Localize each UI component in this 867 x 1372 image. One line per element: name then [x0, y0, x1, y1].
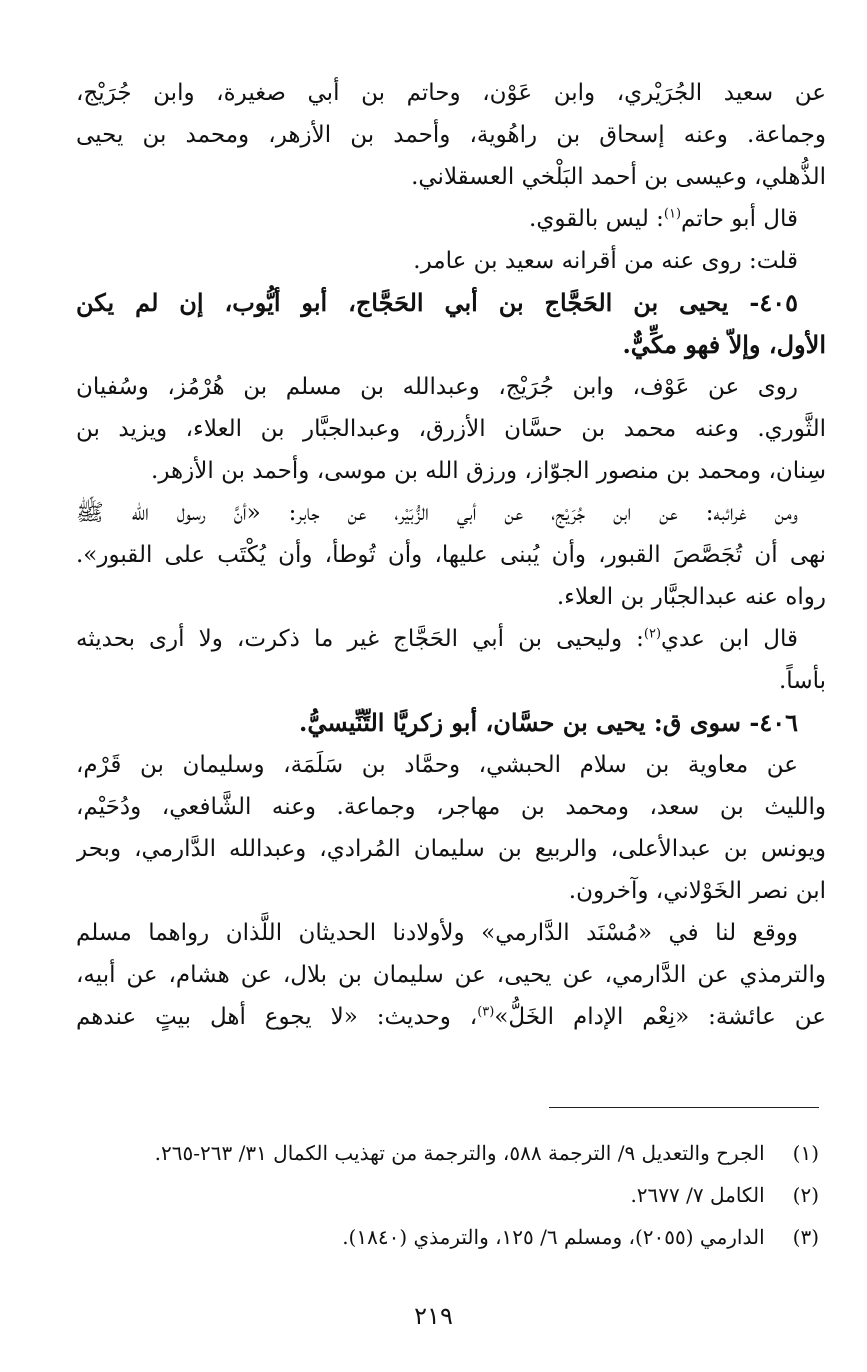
footnote-3	[59, 1216, 819, 1258]
text-line: الثَّوري. وعنه محمد بن حسَّان الأزرق، وعبدالجبَّار بن العلاء، ويزيد بن	[76, 416, 826, 442]
text-line: ويونس بن عبدالأعلى، والربيع بن سليمان المُرادي، وعبدالله الدَّارمي، وبحر	[76, 836, 826, 862]
text-line: نهى أن تُجَصَّصَ القبور، وأن يُبنى عليها، وأن تُوطأ، وأن يُكْتَب على القبور».	[76, 542, 826, 568]
page-number: ٢١٩	[414, 1302, 453, 1330]
text-segment: قال أبو حاتم	[681, 206, 798, 232]
text-line: الذُّهلي، وعيسى بن أحمد البَلْخي العسقلاني.	[411, 164, 826, 190]
text-line: والترمذي عن الدَّارمي، عن يحيى، عن سليمان بن بلال، عن هشام، عن أبيه،	[76, 962, 826, 988]
text-line: سِنان، ومحمد بن منصور الجوّاز، ورزق الله بن موسى، وأحمد بن الأزهر.	[151, 458, 826, 484]
text-segment: قال ابن عدي	[661, 626, 798, 652]
footnote-text: الدارمي (٢٠٥٥)، ومسلم ٦/ ١٢٥، والترمذي (١٨٤٠).	[342, 1225, 765, 1249]
text-line: روى عن عَوْف، وابن جُرَيْج، وعبدالله بن مسلم بن هُرْمُز، وسُفيان	[76, 374, 798, 400]
text-line	[76, 996, 826, 1038]
text-line: ومن غرائبه: عن ابن جُرَيْج، عن أبي الزُّبَيْر، عن جابر: «أنَّ رسول الله ﷺ	[76, 500, 798, 526]
footnote-1	[59, 1132, 819, 1174]
footnotes	[59, 1132, 819, 1258]
main-text	[76, 72, 826, 1038]
footnote-text: الجرح والتعديل ٩/ الترجمة ٥٨٨، والترجمة من تهذيب الكمال ٣١/ ٢٦٣-٢٦٥.	[154, 1141, 765, 1165]
text-line: وجماعة. وعنه إسحاق بن راهُوية، وأحمد بن الأزهر، ومحمد بن يحيى	[76, 122, 826, 148]
entry-heading-405-cont: الأول، وإلاّ فهو مكِّيٌّ.	[622, 330, 826, 359]
footnote-number: (١)	[792, 1141, 819, 1165]
text-segment: عن عائشة: «نِعْم الإدام الخَلُّ»	[494, 1004, 826, 1030]
text-line	[76, 618, 826, 660]
text-line: ابن نصر الخَوْلاني، وآخرون.	[568, 878, 826, 904]
footnote-2	[59, 1174, 819, 1216]
text-line: قلت: روى عنه من أقرانه سعيد بن عامر.	[413, 248, 798, 274]
footnote-number: (٢)	[792, 1183, 819, 1207]
entry-heading-405: ٤٠٥- يحيى بن الحَجَّاج بن أبي الحَجَّاج، أبو أيُّوب، إن لم يكن	[76, 288, 799, 317]
text-line: عن معاوية بن سلام الحبشي، وحمَّاد بن سَلَمَة، وسليمان بن قَرْم،	[76, 752, 798, 778]
footnote-number: (٣)	[792, 1225, 819, 1249]
text-line: والليث بن سعد، ومحمد بن مهاجر، وجماعة. وعنه الشَّافعي، ودُحَيْم،	[76, 794, 826, 820]
text-line: بأساً.	[779, 668, 826, 694]
footnote-ref: (١)	[663, 206, 682, 222]
footnote-divider	[549, 1107, 819, 1108]
text-line: ووقع لنا في «مُسْنَد الدَّارمي» ولأولادنا الحديثان اللَّذان رواهما مسلم	[76, 920, 798, 946]
text-segment: : وليحيى بن أبي الحَجَّاج غير ما ذكرت، ولا أرى بحديثه	[76, 626, 644, 652]
footnote-ref: (٣)	[477, 1004, 495, 1020]
text-line: رواه عنه عبدالجبَّار بن العلاء.	[556, 584, 826, 610]
text-segment: ، وحديث: «لا يجوع أهل بيتٍ عندهم	[76, 1004, 478, 1030]
text-line	[76, 198, 826, 240]
footnote-ref: (٢)	[643, 626, 662, 642]
entry-heading-406: ٤٠٦- سوى ق: يحيى بن حسَّان، أبو زكريَّا التِّنِّيسيُّ.	[298, 708, 798, 737]
footnote-text: الكامل ٧/ ٢٦٧٧.	[630, 1183, 765, 1207]
text-segment: : ليس بالقوي.	[529, 206, 664, 232]
text-line: عن سعيد الجُرَيْري، وابن عَوْن، وحاتم بن أبي صغيرة، وابن جُرَيْج،	[76, 80, 826, 106]
